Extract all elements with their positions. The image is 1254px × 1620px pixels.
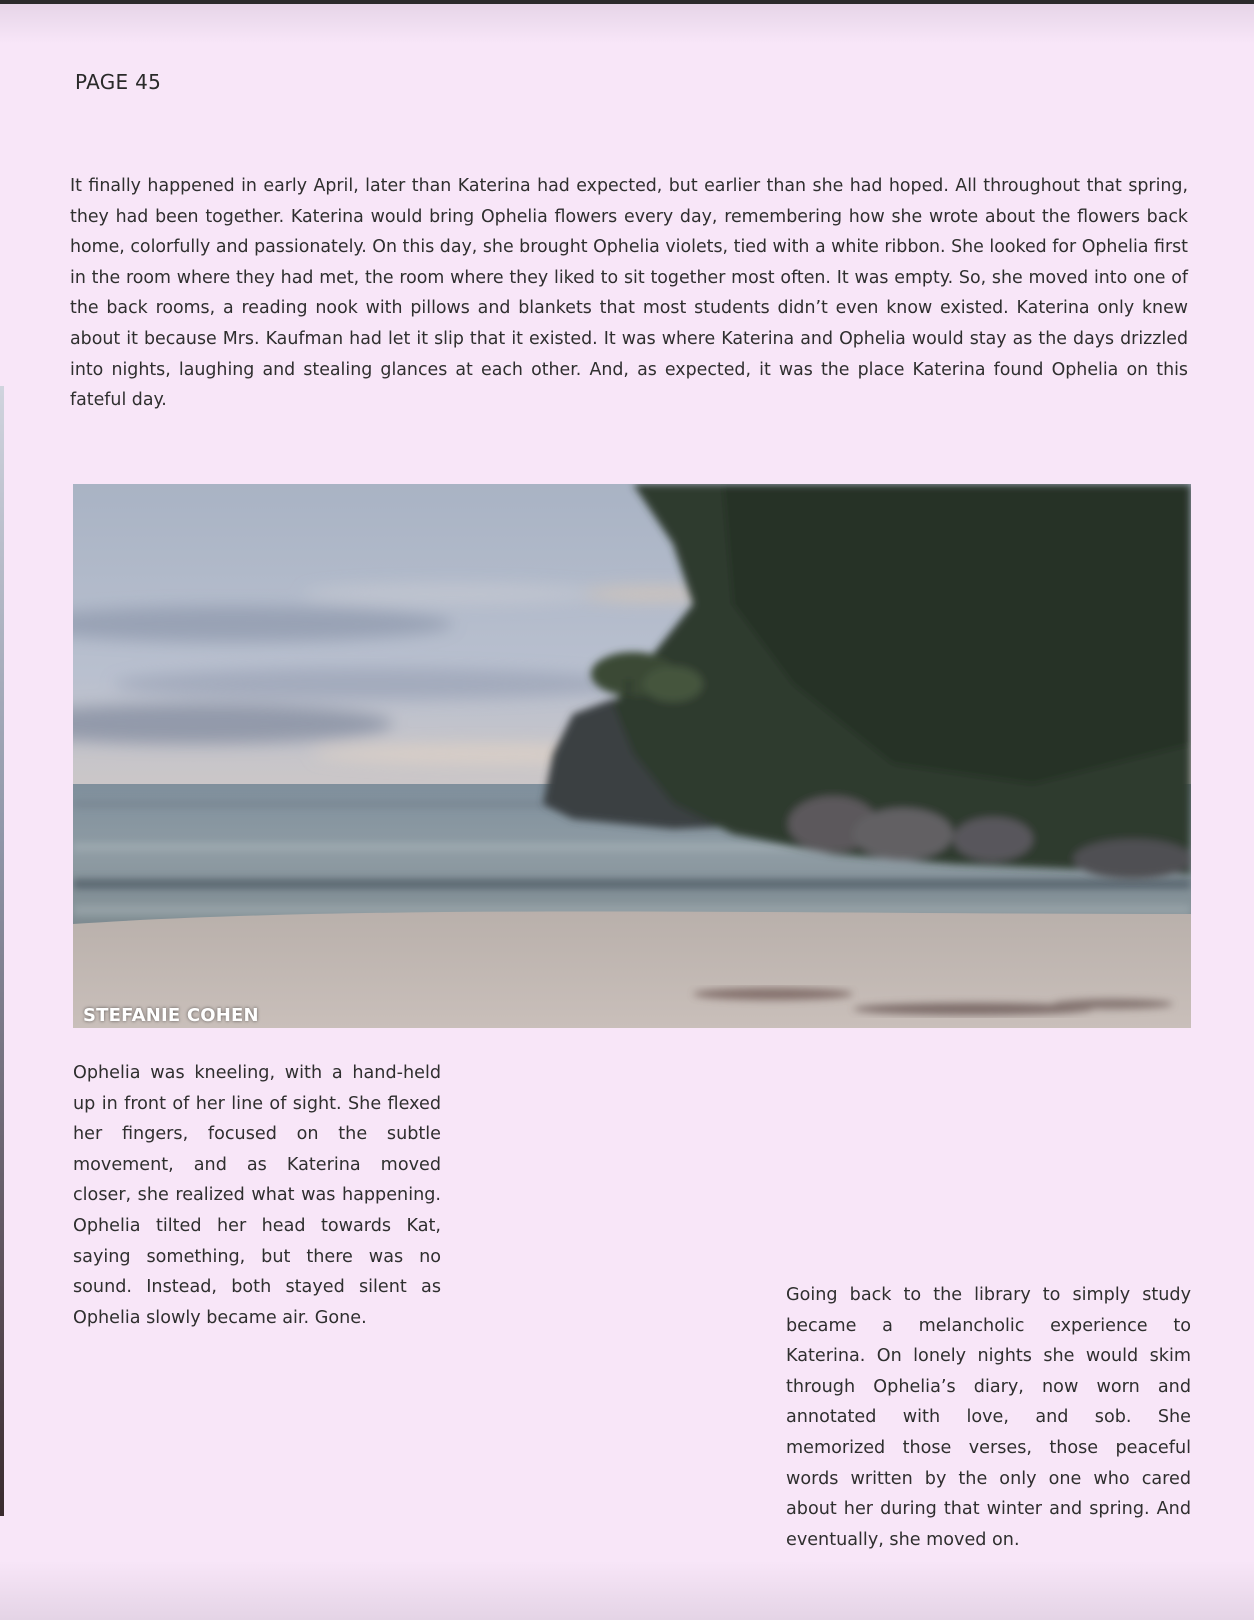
left-page-edge [0,386,4,1516]
story-paragraph-2: Ophelia was kneeling, with a hand-held up in front of her line of sight. She flexed her fingers, focused on the subtle movement, and as Katerina moved closer, she realized what was happening. Ophelia tilted her head towards Kat, saying something, but there was no sound. Instead, both stayed silent as Ophelia slowly became air. Gone. [73,1063,441,1328]
bottom-shadow [0,1560,1254,1620]
top-shadow [0,4,1254,44]
beach-photo [73,484,1191,1028]
page-number: PAGE 45 [75,70,162,94]
story-paragraph-1: It finally happened in early April, later than Katerina had expected, but earlier than she had hoped. All throughout that spring, they had been together. Katerina would bring Ophelia flowers every day, remembering how she wrote about the flowers back home, colorfully and passionately. On this day, she brought Ophelia violets, tied with a white ribbon. She looked for Ophelia first in the room where they had met, the room where they liked to sit together most often. It was empty. So, she moved into one of the back rooms, a reading nook with pillows and blankets that most students didn’t even know existed. Katerina only knew about it because Mrs. Kaufman had let it slip that it existed. It was where Katerina and Ophelia would stay as the days drizzled into nights, laughing and stealing glances at each other. And, as expected, it was the place Katerina found Ophelia on this fateful day. [70,176,1188,411]
photo-credit: STEFANIE COHEN [83,1005,259,1026]
story-paragraph-3: Going back to the library to simply study became a melancholic experience to Katerina. On lonely nights she would skim through Ophelia’s diary, now worn and annotated with love, and sob. She memorized those verses, those peaceful words written by the only one who cared about her during that winter and spring. And eventually, she moved on. [786,1285,1191,1550]
beach-photo-illustration [73,484,1191,1028]
